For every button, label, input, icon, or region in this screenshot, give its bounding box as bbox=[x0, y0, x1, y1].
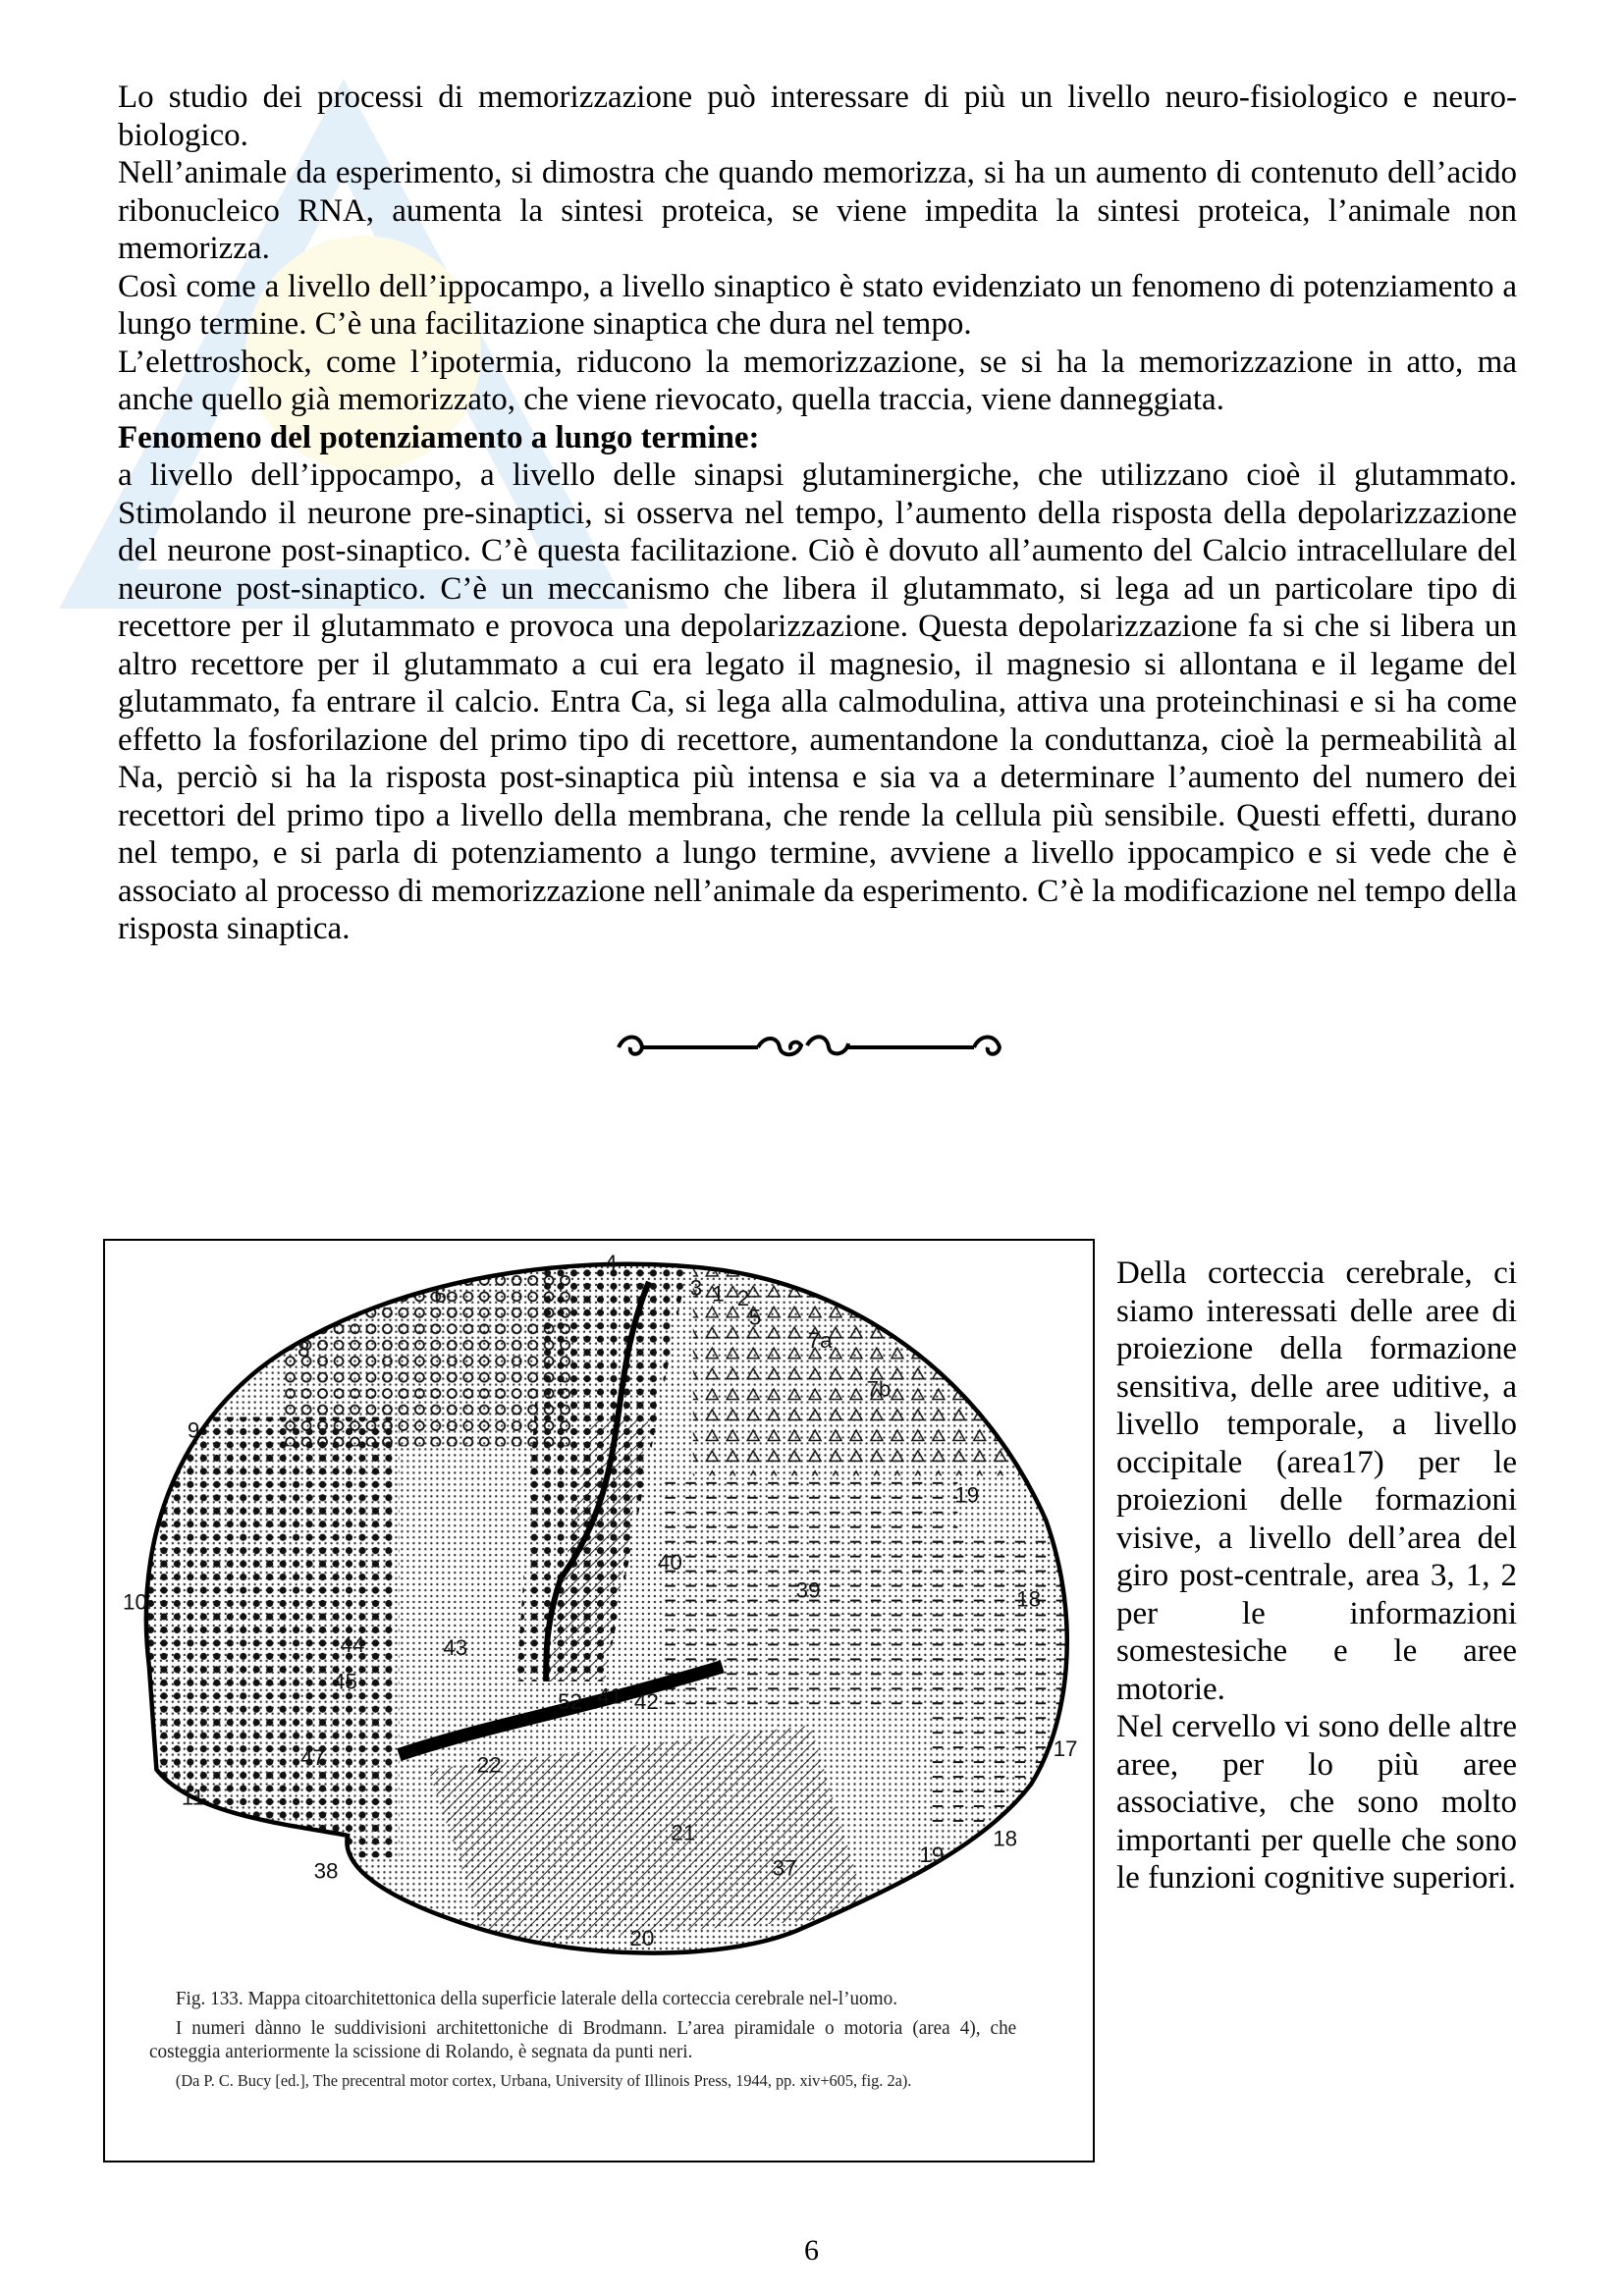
area-label: 2 bbox=[736, 1285, 750, 1310]
area-label: 8 bbox=[298, 1337, 310, 1362]
area-label: 42 bbox=[633, 1689, 659, 1715]
area-label: 52 bbox=[558, 1689, 583, 1715]
area-label: 39 bbox=[795, 1577, 821, 1603]
area-label: 10 bbox=[122, 1589, 147, 1615]
side-column-text bbox=[1116, 1255, 1517, 1897]
ornament-divider-icon bbox=[611, 1026, 1017, 1065]
caption-title: Fig. 133. Mappa citoarchitettonica della superficie laterale della corteccia cerebrale nel-l’uomo. bbox=[175, 1988, 897, 2009]
figure-caption bbox=[149, 1987, 1016, 2099]
area-label: 19 bbox=[954, 1482, 980, 1508]
paragraph: L’elettroshock, come l’ipotermia, riducono la memorizzazione, se si ha la memorizzazione in atto, ma anche quello già memorizzato, che viene rievocato, quella traccia, viene danneggiata. bbox=[118, 344, 1517, 417]
area-label: 37 bbox=[772, 1855, 797, 1881]
paragraph: Della corteccia cerebrale, ci siamo interessati delle aree di proiezione della formazione sensitiva, delle aree uditive, a livello temporale, a livello occipitale (area17) per le proiezioni delle formazioni visive, a livello dell’area del giro post-centrale, area 3, 1, 2 per le informazioni somestesiche e le aree motorie. bbox=[1116, 1255, 1517, 1707]
caption-text: I numeri dànno le suddivisioni architettoniche di Brodmann. L’area piramidale o motoria (area 4), che costeggia anteriormente la scissione di Rolando, è segnata da punti neri. bbox=[149, 2017, 1017, 2062]
area-label: 47 bbox=[300, 1745, 326, 1771]
area-label: 20 bbox=[629, 1926, 655, 1951]
area-label: 40 bbox=[657, 1550, 682, 1575]
area-label: 17 bbox=[1053, 1736, 1078, 1762]
area-label: 18 bbox=[993, 1826, 1018, 1851]
area-label: 1 bbox=[712, 1281, 725, 1307]
area-label: 41 bbox=[597, 1683, 622, 1709]
area-label: 4 bbox=[604, 1250, 618, 1275]
area-label: 21 bbox=[671, 1820, 696, 1845]
caption-source: (Da P. C. Bucy [ed.], The precentral motor cortex, Urbana, University of Illinois Press, 1944, pp. xiv+605, fig. 2a). bbox=[175, 2071, 912, 2090]
area-label: 19 bbox=[919, 1842, 945, 1867]
brodmann-figure bbox=[103, 1239, 1095, 2163]
area-label: 18 bbox=[1016, 1586, 1042, 1612]
paragraph: a livello dell’ippocampo, a livello delle sinapsi glutaminergiche, che utilizzano cioè il glutammato. Stimolando il neurone pre-sinaptici, si osserva nel tempo, l’aumento della risposta della depolarizzazione del neurone post-sinaptico. C’è questa facilitazione. Ciò è dovuto all’aumento del Calcio intracellulare del neurone post-sinaptico. C’è un meccanismo che libera il glutammato, si lega ad un particolare tipo di recettore per il glutammato e provoca una depolarizzazione. Questa depolarizzazione fa si che si libera un altro recettore per il glutammato a cui era legato il magnesio, il magnesio si allontana e il legame del glutammato, fa entrare il calcio. Entra Ca, si lega alla calmodulina, attiva una proteinchinasi e si ha come effetto la fosforilazione del primo tipo di recettore, aumentandone la conduttanza, cioè la permeabilità al Na, perciò si ha la risposta post-sinaptica più intensa e sia va a determinare l’aumento del numero dei recettori del primo tipo a livello della membrana, che rende la cellula più sensibile. Questi effetti, durano nel tempo, e si parla di potenziamento a lungo termine, avviene a livello ippocampico e si vede che è associato al processo di memorizzazione nell’animale da esperimento. C’è la modificazione nel tempo della risposta sinaptica. bbox=[118, 457, 1517, 946]
area-label: 43 bbox=[443, 1634, 468, 1660]
paragraph: Nell’animale da esperimento, si dimostra che quando memorizza, si ha un aumento di contenuto dell’acido ribonucleico RNA, aumenta la sintesi proteica, se viene impedita la sintesi proteica, l’animale non memorizza. bbox=[118, 155, 1517, 266]
area-label: 6 bbox=[434, 1282, 447, 1308]
area-label: 38 bbox=[313, 1858, 339, 1884]
area-label: 11 bbox=[181, 1785, 205, 1810]
area-label: 22 bbox=[476, 1752, 502, 1778]
area-label: 44 bbox=[340, 1631, 365, 1657]
area-label: 7a bbox=[807, 1328, 833, 1354]
paragraph: Lo studio dei processi di memorizzazione può interessare di più un livello neuro-fisiologico e neuro-biologico. bbox=[118, 80, 1517, 153]
body-text bbox=[118, 79, 1517, 948]
area-label: 5 bbox=[748, 1305, 762, 1330]
brain-map-illustration bbox=[105, 1241, 1093, 1987]
area-label: 7b bbox=[866, 1376, 892, 1402]
page-number: 6 bbox=[804, 2234, 819, 2267]
paragraph: Così come a livello dell’ippocampo, a livello sinaptico è stato evidenziato un fenomeno di potenziamento a lungo termine. C’è una facilitazione sinaptica che dura nel tempo. bbox=[118, 268, 1517, 342]
section-heading: Fenomeno del potenziamento a lungo termine: bbox=[118, 419, 760, 455]
area-label: 3 bbox=[689, 1275, 703, 1301]
paragraph: Nel cervello vi sono delle altre aree, per lo più aree associative, che sono molto importanti per quelle che sono le funzioni cognitive superiori. bbox=[1116, 1709, 1517, 1896]
area-label: 45 bbox=[333, 1669, 358, 1694]
area-label: 9 bbox=[187, 1417, 200, 1443]
